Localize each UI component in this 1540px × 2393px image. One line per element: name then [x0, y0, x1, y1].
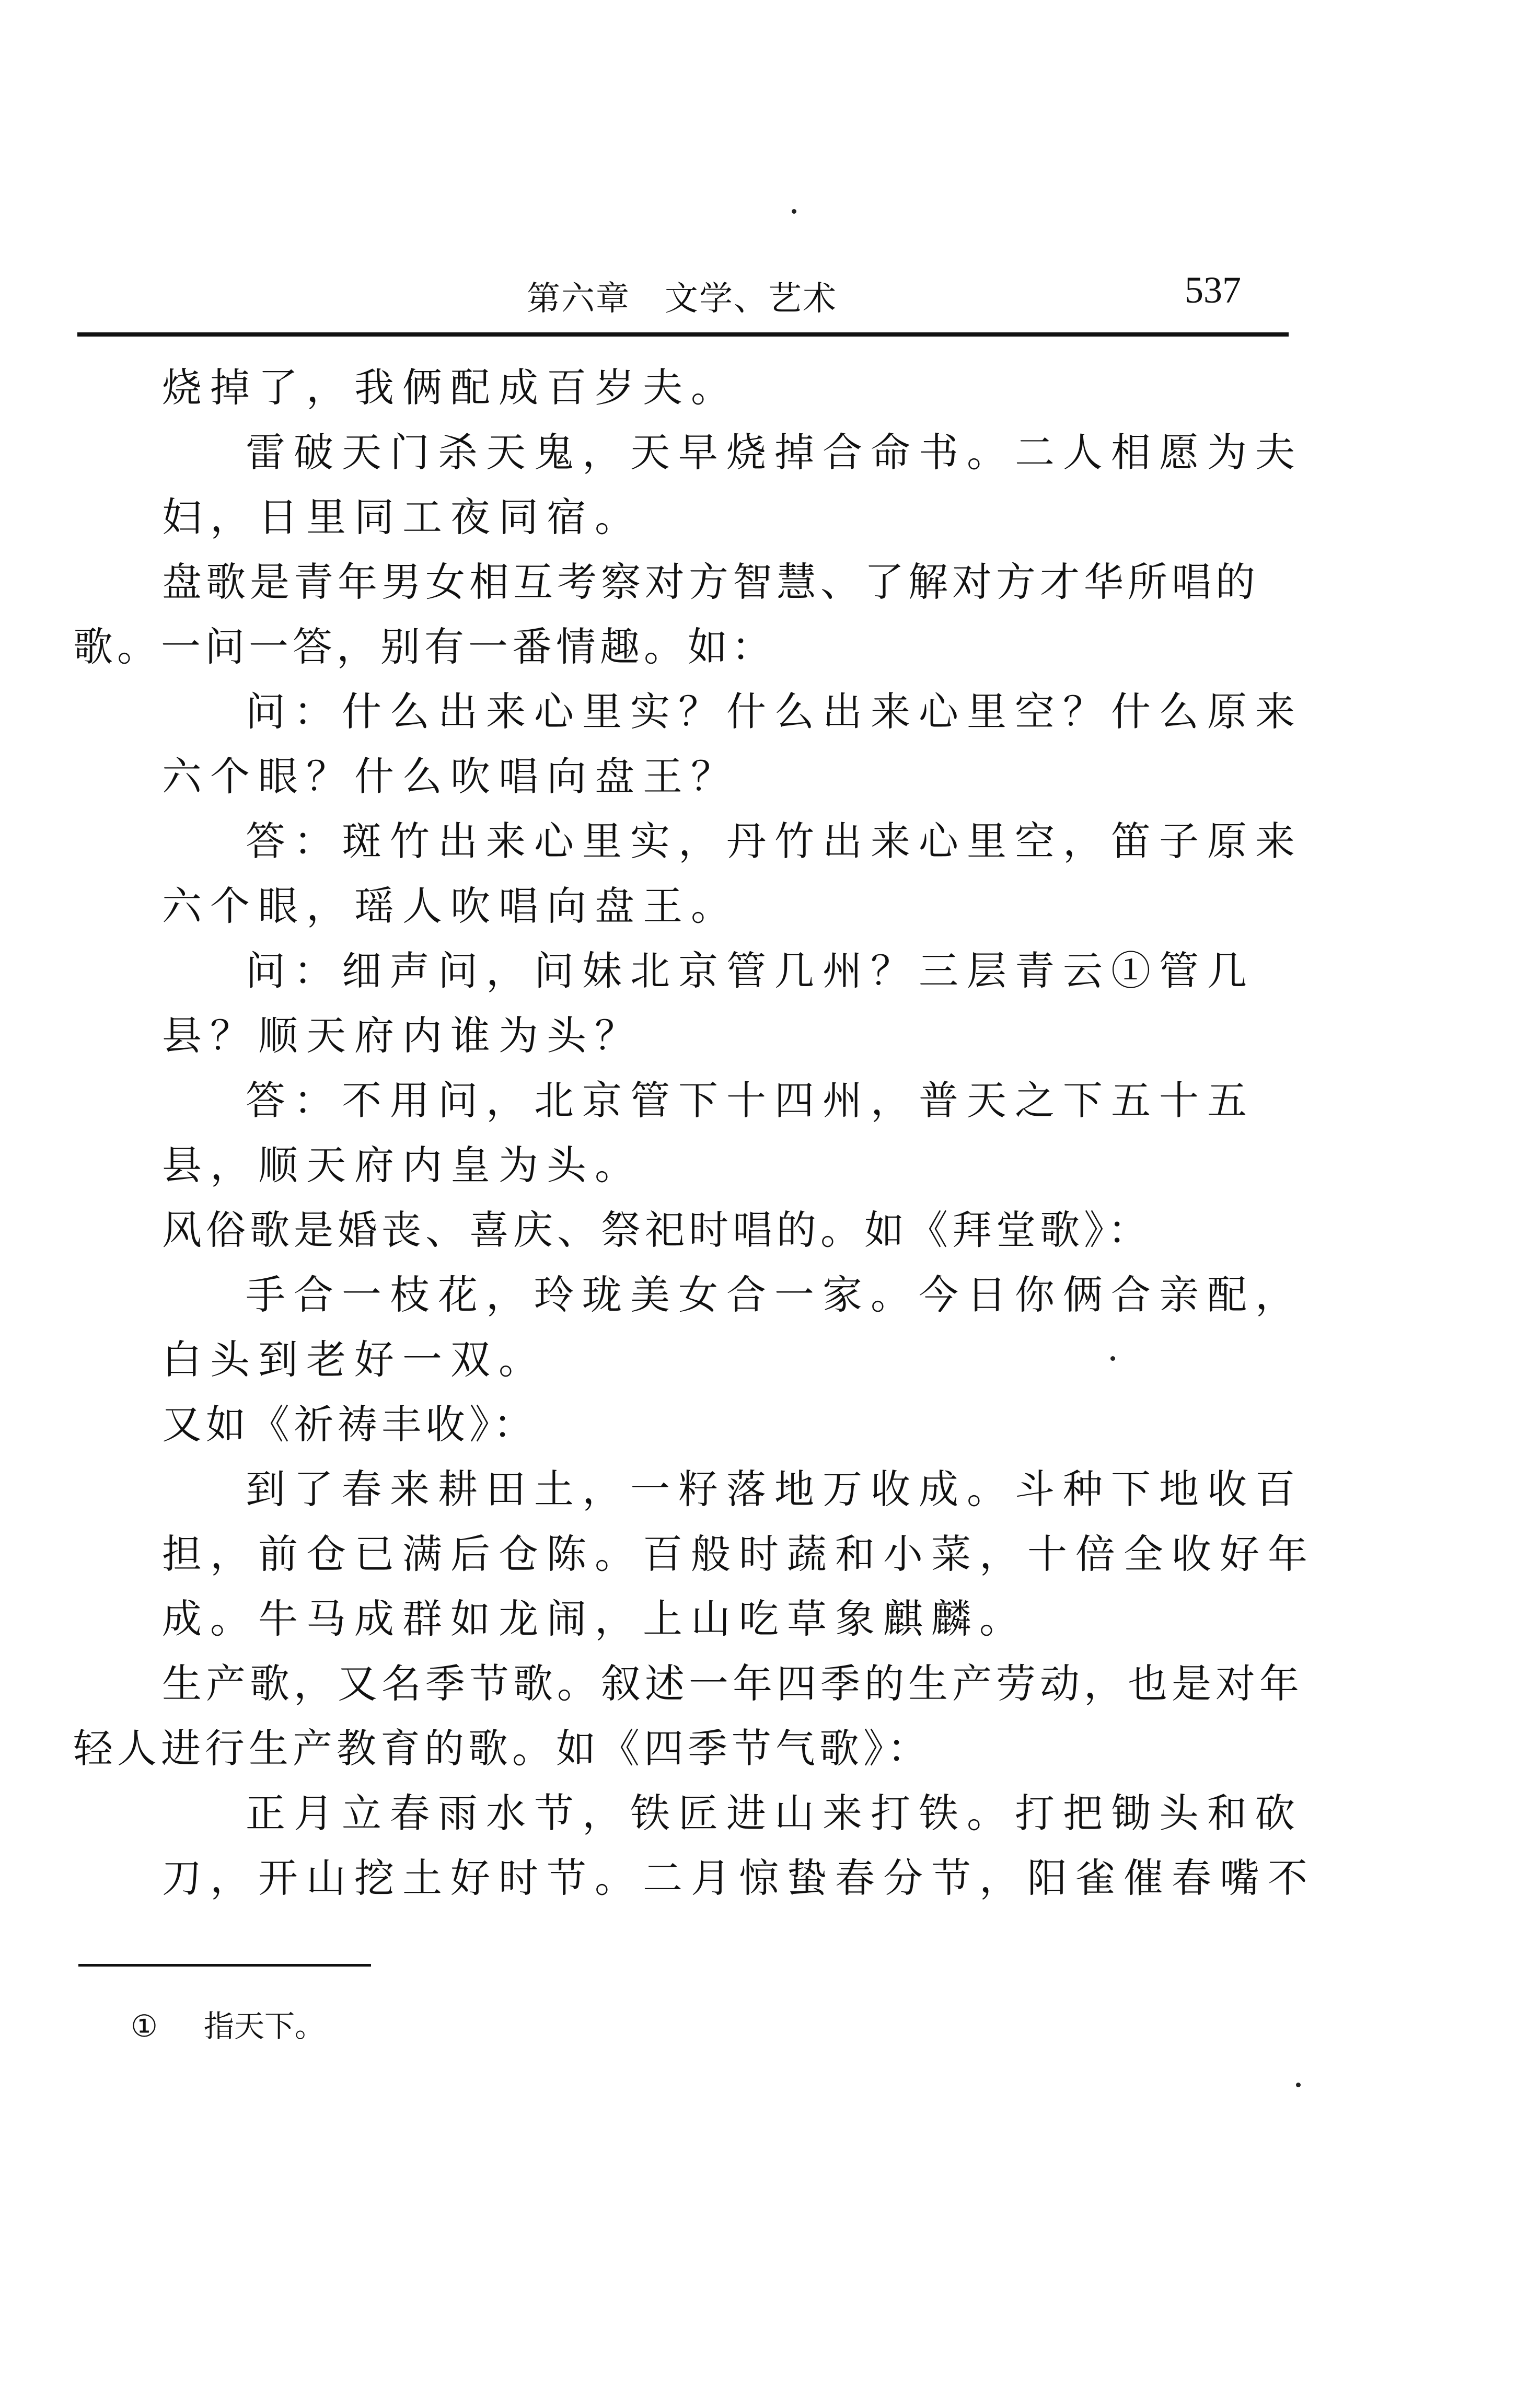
song-verse-line: 问：什么出来心里实？什么出来心里空？什么原来 [246, 688, 1303, 735]
song-verse-line: 成。牛马成群如龙闹，上山吃草象麒麟。 [162, 1596, 1027, 1642]
song-verse-line: 烧掉了，我俩配成百岁夫。 [162, 364, 739, 411]
page-header [73, 261, 1291, 318]
scan-speck [1296, 2083, 1301, 2087]
prose-line: 轻人进行生产教育的歌。如《四季节气歌》： [73, 1725, 931, 1772]
footnote-mark: ① [131, 2008, 158, 2044]
song-verse-line: 白头到老好一双。 [162, 1336, 547, 1383]
song-verse-line: 到了春来耕田土，一籽落地万收成。斗种下地收百 [246, 1466, 1303, 1512]
song-verse-line: 雷破天门杀天鬼，天早烧掉合命书。二人相愿为夫 [246, 429, 1303, 476]
prose-line: 风俗歌是婚丧、喜庆、祭祀时唱的。如《拜堂歌》： [162, 1207, 1152, 1253]
scan-speck [1110, 1356, 1115, 1361]
prose-line: 生产歌，又名季节歌。叙述一年四季的生产劳动，也是对年 [162, 1660, 1303, 1707]
song-verse-line: 县？顺天府内谁为头？ [162, 1012, 643, 1059]
song-verse-line: 手合一枝花，玲珑美女合一家。今日你俩合亲配， [246, 1271, 1303, 1318]
song-verse-line: 妇，日里同工夜同宿。 [162, 494, 643, 540]
song-verse-line: 答：不用问，北京管下十四州，普天之下五十五 [246, 1077, 1255, 1124]
footnote [131, 2002, 325, 2045]
page-number: 537 [1185, 269, 1241, 311]
footnote-rule [78, 1964, 371, 1967]
prose-line: 歌。一问一答，别有一番情趣。如： [73, 623, 775, 670]
prose-line: 盘歌是青年男女相互考察对方智慧、了解对方才华所唱的 [162, 559, 1259, 605]
song-verse-line: 担，前仓已满后仓陈。百般时蔬和小菜，十倍全收好年 [162, 1531, 1316, 1577]
song-verse-line: 县，顺天府内皇为头。 [162, 1142, 643, 1188]
scan-speck [792, 209, 796, 214]
song-verse-line: 答：斑竹出来心里实，丹竹出来心里空，笛子原来 [246, 818, 1303, 864]
song-verse-line: 问：细声问，问妹北京管几州？三层青云①管几 [246, 947, 1255, 994]
prose-line: 又如《祈祷丰收》： [162, 1401, 537, 1448]
song-verse-line: 刀，开山挖土好时节。二月惊蛰春分节，阳雀催春嘴不 [162, 1855, 1316, 1901]
header-rule [77, 332, 1289, 337]
song-verse-line: 正月立春雨水节，铁匠进山来打铁。打把锄头和砍 [246, 1790, 1303, 1836]
body-text [73, 355, 1316, 1911]
running-head: 第六章 文学、艺术 [527, 280, 837, 318]
song-verse-line: 六个眼？什么吹唱向盘王？ [162, 753, 739, 800]
song-verse-line: 六个眼，瑶人吹唱向盘王。 [162, 883, 739, 929]
footnote-text: 指天下。 [204, 2008, 326, 2044]
